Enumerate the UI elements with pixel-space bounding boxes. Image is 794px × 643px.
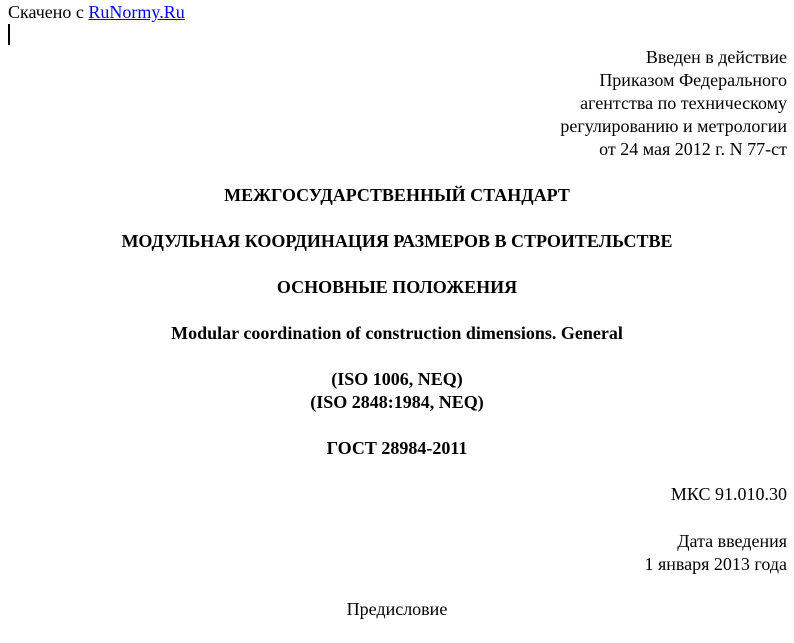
enactment-line: регулированию и метрологии xyxy=(560,116,787,136)
english-title: Modular coordination of construction dimensions. General xyxy=(171,323,623,343)
mks-code: МКС 91.010.30 xyxy=(670,484,787,504)
enactment-line: Приказом Федерального xyxy=(599,70,787,90)
standard-type-heading: МЕЖГОСУДАРСТВЕННЫЙ СТАНДАРТ xyxy=(224,185,570,205)
enactment-line: агентства по техническому xyxy=(580,93,787,113)
source-line xyxy=(8,1,185,24)
document-subtitle: ОСНОВНЫЕ ПОЛОЖЕНИЯ xyxy=(276,277,518,297)
enactment-line: от 24 мая 2012 г. N 77-ст xyxy=(599,139,787,159)
runormy-link[interactable]: RuNormy.Ru xyxy=(88,2,185,22)
intro-date-label: Дата введения xyxy=(677,531,787,551)
text-cursor xyxy=(8,24,10,45)
iso-reference-2: (ISO 2848:1984, NEQ) xyxy=(310,392,484,412)
intro-date-value: 1 января 2013 года xyxy=(644,554,787,574)
enactment-line: Введен в действие xyxy=(645,47,787,67)
iso-reference-1: (ISO 1006, NEQ) xyxy=(331,369,463,389)
enactment-block xyxy=(560,46,787,161)
preface-heading: Предисловие xyxy=(346,599,448,619)
source-prefix: Скачено с xyxy=(8,2,84,22)
document-title: МОДУЛЬНАЯ КООРДИНАЦИЯ РАЗМЕРОВ В СТРОИТЕЛЬСТВЕ xyxy=(121,231,673,251)
gost-code: ГОСТ 28984-2011 xyxy=(326,438,468,458)
intro-date-block xyxy=(644,530,787,576)
